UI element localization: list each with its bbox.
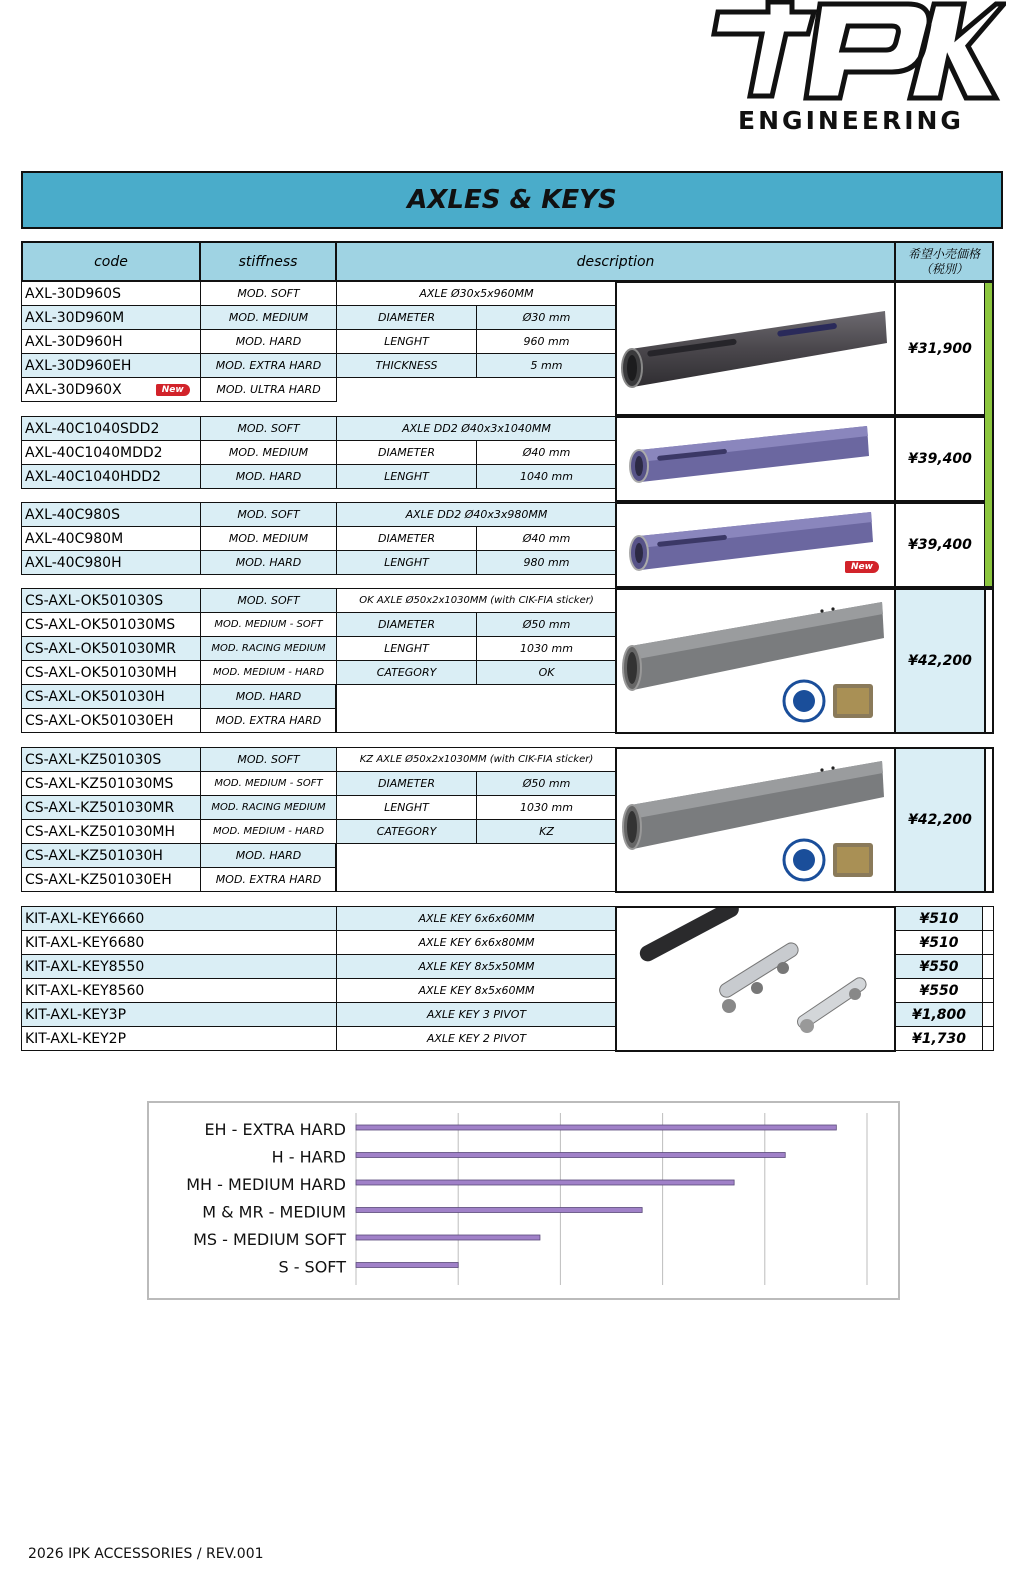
product-code: AXL-40C980S xyxy=(21,502,201,527)
description-full: OK AXLE Ø50x2x1030MM (with CIK-FIA sticker) xyxy=(336,588,617,613)
description-full: KZ AXLE Ø50x2x1030MM (with CIK-FIA sticker) xyxy=(336,747,617,772)
product-code: KIT-AXL-KEY6660 xyxy=(21,906,337,931)
stiffness-value: MOD. HARD xyxy=(200,464,337,489)
spec-value: Ø40 mm xyxy=(476,440,617,465)
product-code: KIT-AXL-KEY2P xyxy=(21,1026,337,1051)
axle-image xyxy=(615,502,896,588)
header-description xyxy=(335,241,896,282)
spec-label: LENGHT xyxy=(336,464,477,489)
chart-bar xyxy=(356,1263,458,1268)
price: ¥39,400 xyxy=(908,451,972,467)
spec-value: 1030 mm xyxy=(476,636,617,661)
price: ¥1,730 xyxy=(895,1026,983,1051)
axle-40mm-image xyxy=(617,504,894,586)
product-code: AXL-40C1040MDD2 xyxy=(21,440,201,465)
price: ¥510 xyxy=(895,906,983,931)
axle-keys-illustration xyxy=(617,908,894,1050)
product-code: KIT-AXL-KEY8560 xyxy=(21,978,337,1003)
chart-bar xyxy=(356,1125,836,1130)
spec-value: Ø50 mm xyxy=(476,771,617,796)
spec-label: LENGHT xyxy=(336,636,477,661)
description-full: AXLE DD2 Ø40x3x1040MM xyxy=(336,416,617,441)
footer-text: 2026 IPK ACCESSORIES / REV.001 xyxy=(28,1546,264,1562)
row-end-cell xyxy=(982,954,994,979)
key-description: AXLE KEY 6x6x80MM xyxy=(336,930,617,955)
stiffness-chart xyxy=(147,1101,900,1300)
spec-label: DIAMETER xyxy=(336,612,477,637)
product-code: AXL-30D960X xyxy=(25,381,122,398)
key-description: AXLE KEY 6x6x60MM xyxy=(336,906,617,931)
axle-image xyxy=(615,416,896,502)
stiffness-value: MOD. RACING MEDIUM xyxy=(200,636,337,661)
stiffness-value: MOD. MEDIUM - HARD xyxy=(200,660,337,685)
description-full: AXLE DD2 Ø40x3x980MM xyxy=(336,502,617,527)
section-title: AXLES & KEYS xyxy=(407,185,617,215)
spec-label: LENGHT xyxy=(336,329,477,354)
spec-value: Ø30 mm xyxy=(476,305,617,330)
row-end-cell xyxy=(982,1026,994,1051)
product-code: CS-AXL-OK501030MS xyxy=(21,612,201,637)
header-code xyxy=(21,241,201,282)
price-cell xyxy=(894,416,986,502)
logo-subtitle: ENGINEERING xyxy=(738,106,964,135)
product-code: AXL-30D960S xyxy=(21,281,201,306)
product-code: CS-AXL-KZ501030H xyxy=(21,843,201,868)
green-indicator-bar xyxy=(984,281,994,588)
product-code: CS-AXL-KZ501030EH xyxy=(21,867,201,892)
stiffness-value: MOD. HARD xyxy=(200,843,337,868)
price: ¥1,800 xyxy=(895,1002,983,1027)
key-description: AXLE KEY 3 PIVOT xyxy=(336,1002,617,1027)
product-code: CS-AXL-OK501030MH xyxy=(21,660,201,685)
spec-value: 980 mm xyxy=(476,550,617,575)
chart-category-label: H - HARD xyxy=(271,1147,346,1167)
price: ¥550 xyxy=(895,954,983,979)
axle-image xyxy=(615,747,896,893)
spec-label: DIAMETER xyxy=(336,771,477,796)
spec-label: CATEGORY xyxy=(336,660,477,685)
product-code: CS-AXL-KZ501030S xyxy=(21,747,201,772)
stiffness-value: MOD. MEDIUM xyxy=(200,305,337,330)
stiffness-value: MOD. EXTRA HARD xyxy=(200,867,337,892)
axle-image xyxy=(615,588,896,734)
stiffness-value: MOD. MEDIUM xyxy=(200,526,337,551)
spec-value: 5 mm xyxy=(476,353,617,378)
price-cell xyxy=(894,502,986,588)
axle-40mm-dd2-image xyxy=(617,418,894,500)
product-code: CS-AXL-OK501030MR xyxy=(21,636,201,661)
stiffness-value: MOD. HARD xyxy=(200,684,337,709)
axle-kz-image xyxy=(617,749,894,891)
spec-label: DIAMETER xyxy=(336,305,477,330)
product-code-cell xyxy=(21,377,201,402)
product-code: CS-AXL-KZ501030MS xyxy=(21,771,201,796)
key-description: AXLE KEY 8x5x50MM xyxy=(336,954,617,979)
new-tag: New xyxy=(156,384,190,396)
ipk-logo-mark xyxy=(696,0,1006,110)
header-price-line1: 希望小売価格 xyxy=(907,246,980,261)
spec-label: DIAMETER xyxy=(336,526,477,551)
header-description-label: description xyxy=(576,253,655,270)
empty-description-cell xyxy=(335,684,617,733)
row-end-cell xyxy=(982,906,994,931)
spec-label: THICKNESS xyxy=(336,353,477,378)
header-code-label: code xyxy=(94,253,128,270)
product-code: AXL-40C1040SDD2 xyxy=(21,416,201,441)
spec-label: LENGHT xyxy=(336,795,477,820)
product-code: CS-AXL-OK501030H xyxy=(21,684,201,709)
stiffness-value: MOD. MEDIUM xyxy=(200,440,337,465)
spec-value: KZ xyxy=(476,819,617,844)
chart-category-label: S - SOFT xyxy=(278,1257,346,1277)
row-end-bar xyxy=(984,747,994,893)
row-end-bar xyxy=(984,588,994,734)
chart-bar xyxy=(356,1235,540,1240)
spec-label: LENGHT xyxy=(336,550,477,575)
axle-30mm-image xyxy=(617,283,894,414)
stiffness-value: MOD. ULTRA HARD xyxy=(200,377,337,402)
axle-keys-image xyxy=(615,906,896,1052)
axle-ok-image xyxy=(617,590,894,732)
price-cell xyxy=(894,588,986,734)
chart-bar xyxy=(356,1180,734,1185)
stiffness-value: MOD. MEDIUM - SOFT xyxy=(200,612,337,637)
chart-category-label: EH - EXTRA HARD xyxy=(204,1120,346,1139)
spec-value: OK xyxy=(476,660,617,685)
row-end-cell xyxy=(982,978,994,1003)
spec-value: 960 mm xyxy=(476,329,617,354)
product-code: CS-AXL-KZ501030MR xyxy=(21,795,201,820)
price-cell xyxy=(894,747,986,893)
chart-category-label: MH - MEDIUM HARD xyxy=(186,1175,346,1194)
stiffness-value: MOD. EXTRA HARD xyxy=(200,708,337,733)
key-description: AXLE KEY 8x5x60MM xyxy=(336,978,617,1003)
product-code: CS-AXL-OK501030EH xyxy=(21,708,201,733)
stiffness-chart-svg xyxy=(149,1103,902,1302)
price-cell xyxy=(894,281,986,416)
product-code: AXL-30D960EH xyxy=(21,353,201,378)
product-code: KIT-AXL-KEY8550 xyxy=(21,954,337,979)
empty-description-cell xyxy=(335,843,617,892)
stiffness-value: MOD. EXTRA HARD xyxy=(200,353,337,378)
chart-bar xyxy=(356,1208,642,1213)
axle-image xyxy=(615,281,896,416)
stiffness-value: MOD. MEDIUM - HARD xyxy=(200,819,337,844)
product-code: AXL-40C1040HDD2 xyxy=(21,464,201,489)
product-code: KIT-AXL-KEY6680 xyxy=(21,930,337,955)
price: ¥510 xyxy=(895,930,983,955)
header-price-line2: （税別） xyxy=(919,261,968,276)
product-code: AXL-40C980H xyxy=(21,550,201,575)
product-code: CS-AXL-KZ501030MH xyxy=(21,819,201,844)
stiffness-value: MOD. SOFT xyxy=(200,747,337,772)
chart-category-label: M & MR - MEDIUM xyxy=(202,1202,346,1222)
chart-category-label: MS - MEDIUM SOFT xyxy=(193,1230,346,1249)
header-stiffness xyxy=(199,241,337,282)
stiffness-value: MOD. SOFT xyxy=(200,281,337,306)
product-code: CS-AXL-OK501030S xyxy=(21,588,201,613)
chart-bar xyxy=(356,1153,785,1158)
spec-value: Ø50 mm xyxy=(476,612,617,637)
product-code: AXL-40C980M xyxy=(21,526,201,551)
stiffness-value: MOD. HARD xyxy=(200,550,337,575)
stiffness-value: MOD. SOFT xyxy=(200,416,337,441)
price: ¥42,200 xyxy=(908,812,972,828)
row-end-cell xyxy=(982,1002,994,1027)
section-title-bar xyxy=(21,171,1003,229)
product-code: AXL-30D960M xyxy=(21,305,201,330)
spec-value: Ø40 mm xyxy=(476,526,617,551)
product-code: AXL-30D960H xyxy=(21,329,201,354)
stiffness-value: MOD. SOFT xyxy=(200,502,337,527)
key-description: AXLE KEY 2 PIVOT xyxy=(336,1026,617,1051)
stiffness-value: MOD. MEDIUM - SOFT xyxy=(200,771,337,796)
spec-label: DIAMETER xyxy=(336,440,477,465)
spec-label: CATEGORY xyxy=(336,819,477,844)
stiffness-value: MOD. SOFT xyxy=(200,588,337,613)
description-full: AXLE Ø30x5x960MM xyxy=(336,281,617,306)
new-tag: New xyxy=(845,561,879,573)
product-code: KIT-AXL-KEY3P xyxy=(21,1002,337,1027)
header-stiffness-label: stiffness xyxy=(238,253,298,270)
price: ¥550 xyxy=(895,978,983,1003)
price: ¥39,400 xyxy=(908,537,972,553)
header-price xyxy=(894,241,994,282)
row-end-cell xyxy=(982,930,994,955)
stiffness-value: MOD. HARD xyxy=(200,329,337,354)
spec-value: 1030 mm xyxy=(476,795,617,820)
price: ¥31,900 xyxy=(908,340,972,357)
price: ¥42,200 xyxy=(908,653,972,669)
spec-value: 1040 mm xyxy=(476,464,617,489)
ipk-logo xyxy=(696,0,1006,140)
stiffness-value: MOD. RACING MEDIUM xyxy=(200,795,337,820)
